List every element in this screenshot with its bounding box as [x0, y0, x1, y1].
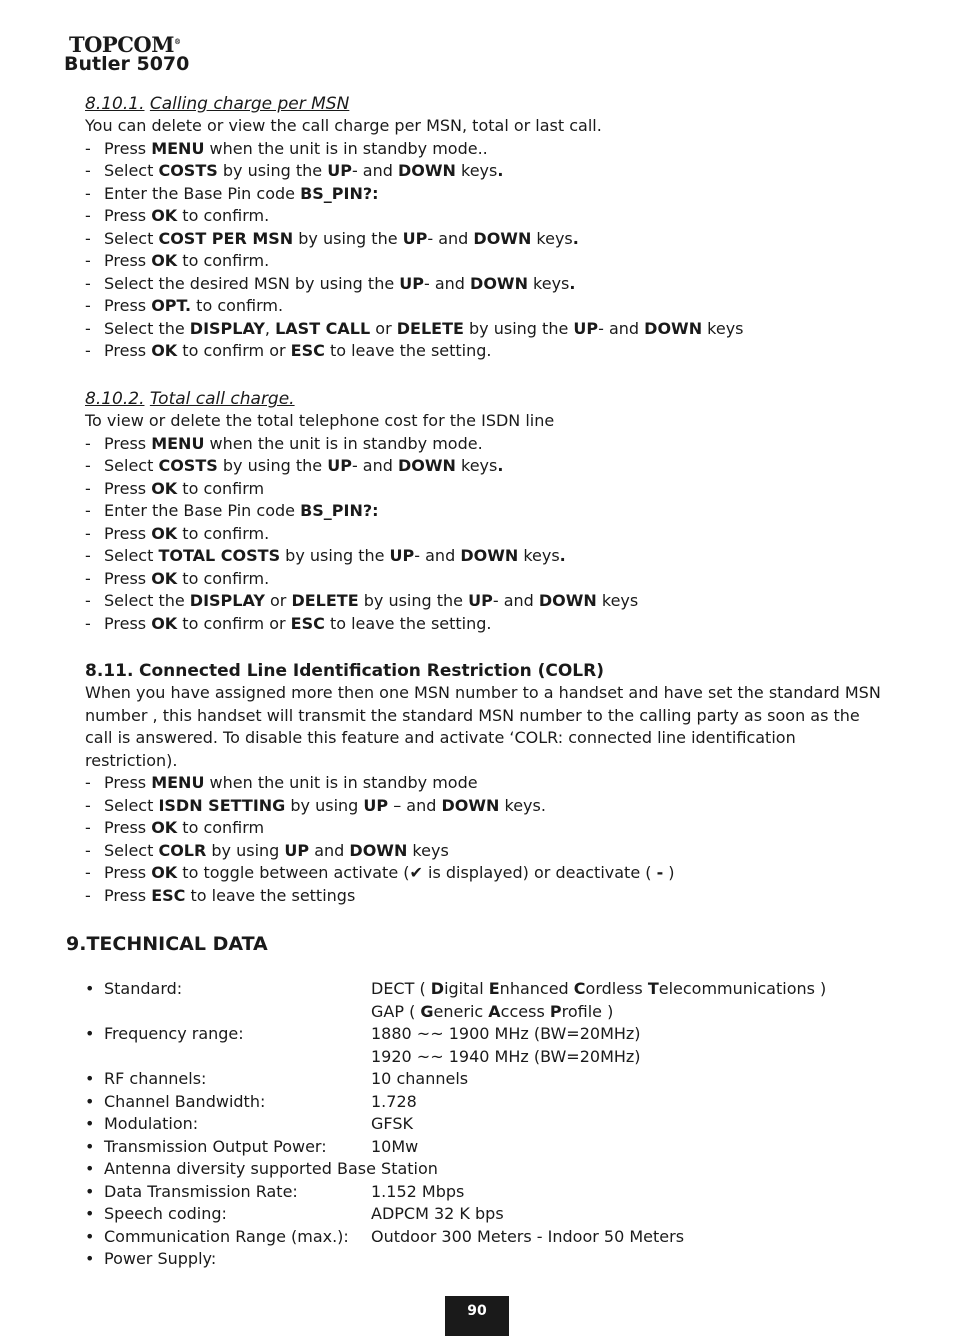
step-item: - Press MENU when the unit is in standby mode [85, 773, 478, 792]
intro-text: To view or delete the total telephone cost for the ISDN line [85, 411, 555, 430]
step-item: - Press OK to confirm [85, 478, 265, 498]
step-item: - Select COLR by using UP and DOWN keys [85, 840, 449, 860]
spec-value: 1.728 [371, 1091, 417, 1111]
step-item: - Press OPT. to confirm. [85, 296, 284, 315]
spec-label: Power Supply: [104, 1249, 217, 1268]
technical-data-heading: 9.TECHNICAL DATA [66, 933, 268, 955]
spec-label: Data Transmission Rate: [104, 1181, 298, 1201]
step-item: - Press OK to confirm. [85, 206, 270, 225]
step-item: - Select TOTAL COSTS by using the UP- and DOWN keys. [85, 546, 566, 565]
spec-value: Outdoor 300 Meters - Indoor 50 Meters [371, 1226, 685, 1246]
step-item: - Select COSTS by using the UP- and DOWN keys. [85, 161, 504, 180]
section-title: Calling charge per MSN [149, 94, 350, 114]
step-item: - Press OK to confirm [85, 818, 265, 837]
section-8-11 [85, 660, 885, 907]
step-item: - Press OK to confirm or ESC to leave the setting. [85, 341, 492, 360]
section-8-10-1 [85, 93, 885, 363]
step-item: - Press OK to confirm. [85, 523, 270, 543]
section-number: 8.10.1. [85, 94, 145, 114]
spec-value: GFSK [371, 1114, 413, 1133]
step-item: - Press MENU when the unit is in standby mode. [85, 433, 483, 453]
step-item: - Select the DISPLAY, LAST CALL or DELETE by using the UP- and DOWN keys [85, 318, 744, 338]
description-paragraph: When you have assigned more then one MSN number to a handset and have set the standard MSN number , this handset will transmit the standard MSN number to the calling party as soon as the call is answered. To disable this feature and activate ‘COLR: connected line identification restriction). [85, 683, 881, 770]
spec-label: Modulation: [104, 1114, 199, 1133]
spec-label: RF channels: [104, 1069, 207, 1088]
spec-label: Antenna diversity supported Base Station [104, 1159, 438, 1178]
spec-value: DECT ( Digital Enhanced Cordless Telecommunications ) [371, 979, 827, 998]
subsection-heading [85, 388, 885, 410]
spec-value: 10Mw [371, 1136, 419, 1156]
subsection-heading [85, 93, 885, 115]
section-title: Total call charge. [149, 389, 295, 409]
step-item: - Select the DISPLAY or DELETE by using the UP- and DOWN keys [85, 591, 639, 610]
step-item: - Select ISDN SETTING by using UP – and DOWN keys. [85, 795, 546, 815]
spec-value: 1920 ~~ 1940 MHz (BW=20MHz) [371, 1046, 641, 1066]
spec-label: Channel Bandwidth: [104, 1091, 266, 1111]
section-title: Connected Line Identification Restriction (COLR) [139, 661, 605, 681]
step-item: - Press OK to confirm or ESC to leave the setting. [85, 613, 492, 633]
brand-name: TOPCOM [69, 32, 174, 57]
registered-mark: ® [173, 37, 181, 46]
step-item: - Press OK to confirm. [85, 568, 270, 588]
spec-label: Transmission Output Power: [104, 1136, 327, 1156]
step-item: - Select COST PER MSN by using the UP- and DOWN keys. [85, 228, 579, 248]
step-item: - Press OK to confirm. [85, 251, 270, 270]
step-item: - Press ESC to leave the settings [85, 885, 356, 905]
spec-value: ADPCM 32 K bps [371, 1204, 504, 1223]
step-item: - Enter the Base Pin code BS_PIN?: [85, 501, 379, 520]
step-item: - Select the desired MSN by using the UP- and DOWN keys. [85, 273, 576, 293]
section-number: 8.11. [85, 661, 134, 681]
section-number: 8.10.2. [85, 389, 145, 409]
spec-label: Communication Range (max.): [104, 1226, 349, 1246]
spec-label: Speech coding: [104, 1204, 227, 1223]
spec-value: 1.152 Mbps [371, 1181, 465, 1201]
section-heading [85, 660, 885, 682]
spec-value: GAP ( Generic Access Profile ) [371, 1001, 614, 1021]
intro-text: You can delete or view the call charge per MSN, total or last call. [85, 116, 602, 135]
step-item: - Press OK to toggle between activate (✔ is displayed) or deactivate ( - ) [85, 863, 675, 882]
spec-value: 10 channels [371, 1069, 469, 1088]
spec-label: Frequency range: [104, 1024, 244, 1043]
step-item: - Enter the Base Pin code BS_PIN?: [85, 183, 379, 203]
section-8-10-2 [85, 388, 885, 635]
step-item: - Select COSTS by using the UP- and DOWN keys. [85, 456, 504, 475]
step-item: - Press MENU when the unit is in standby mode.. [85, 138, 488, 158]
spec-value: 1880 ~~ 1900 MHz (BW=20MHz) [371, 1024, 641, 1043]
page-number: 90 [445, 1296, 509, 1336]
spec-label: Standard: [104, 979, 183, 998]
product-name: Butler 5070 [64, 53, 190, 75]
